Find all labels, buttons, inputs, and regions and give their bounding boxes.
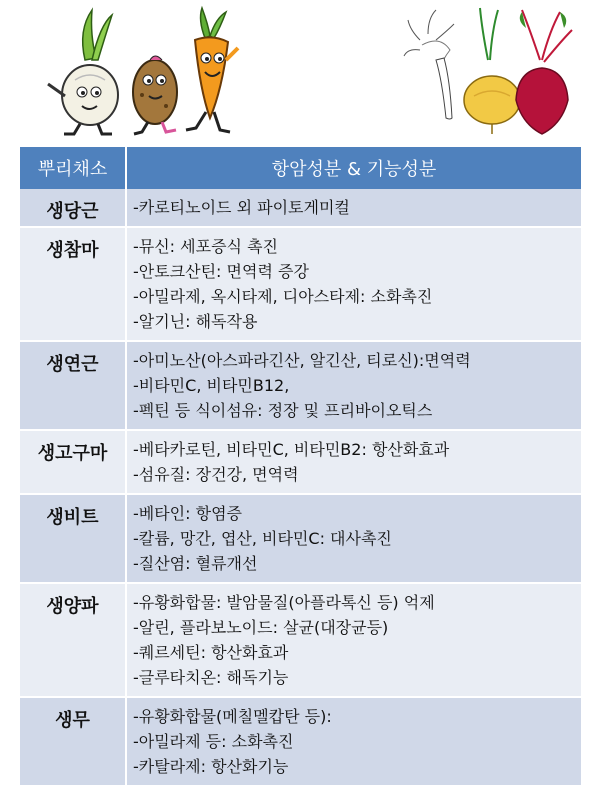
component-line: -칼륨, 망간, 엽산, 비타민C: 대사촉진	[133, 529, 392, 548]
onion-icon	[464, 8, 520, 134]
table-row	[20, 189, 581, 227]
component-list	[126, 430, 581, 494]
component-line: -섬유질: 장건강, 면역력	[133, 465, 299, 484]
component-list	[126, 227, 581, 341]
component-list	[126, 697, 581, 786]
table-row	[20, 227, 581, 341]
component-line: -비타민C, 비타민B12,	[133, 376, 290, 395]
table-row	[20, 341, 581, 430]
onion-character-icon	[48, 10, 118, 134]
vegetable-name: 생비트	[20, 494, 126, 583]
table-header	[20, 147, 581, 189]
header-vegetable: 뿌리채소	[20, 147, 126, 189]
component-line: -퀘르세틴: 항산화효과	[133, 643, 289, 662]
beet-icon	[516, 10, 572, 134]
component-line: -글루타치온: 해독기능	[133, 668, 289, 687]
vegetable-name: 생참마	[20, 227, 126, 341]
root-vegetable-table	[20, 147, 581, 787]
component-line: -안토크산틴: 면역력 증강	[133, 262, 309, 281]
component-line: -유황화합물: 발암물질(아플라톡신 등) 억제	[133, 593, 435, 612]
vegetable-name: 생무	[20, 697, 126, 786]
root-vegetables-illustration	[400, 0, 580, 140]
component-line: -알기닌: 해독작용	[133, 312, 258, 331]
component-line: -베타인: 항염증	[133, 504, 242, 523]
component-line: -베타카로틴, 비타민C, 비타민B2: 항산화효과	[133, 440, 450, 459]
vegetable-name: 생고구마	[20, 430, 126, 494]
vegetable-name: 생당근	[20, 189, 126, 227]
cartoon-vegetables-illustration	[30, 0, 240, 140]
carrot-character-icon	[186, 8, 238, 132]
component-line: -아밀라제, 옥시타제, 디아스타제: 소화촉진	[133, 287, 433, 306]
component-list	[126, 341, 581, 430]
component-list	[126, 189, 581, 227]
component-line: -카로티노이드 외 파이토게미컬	[133, 198, 350, 217]
vegetable-name: 생연근	[20, 341, 126, 430]
component-line: -아밀라제 등: 소화촉진	[133, 732, 294, 751]
header-components: 항암성분 & 기능성분	[126, 147, 581, 189]
table-row	[20, 430, 581, 494]
component-line: -알린, 플라보노이드: 살균(대장균등)	[133, 618, 389, 637]
component-line: -펙틴 등 식이섬유: 정장 및 프리바이오틱스	[133, 401, 433, 420]
table-row	[20, 494, 581, 583]
component-line: -카탈라제: 항산화기능	[133, 757, 289, 776]
component-line: -아미노산(아스파라긴산, 알긴산, 티로신):면역력	[133, 351, 471, 370]
component-line: -뮤신: 세포증식 촉진	[133, 237, 278, 256]
component-list	[126, 494, 581, 583]
potato-character-icon	[133, 56, 177, 134]
table-row	[20, 697, 581, 786]
carrot-sketch-icon	[404, 10, 454, 119]
component-list	[126, 583, 581, 697]
component-line: -유황화합물(메칠멜캅탄 등):	[133, 707, 332, 726]
table-row	[20, 583, 581, 697]
vegetable-name: 생양파	[20, 583, 126, 697]
component-line: -질산염: 혈류개선	[133, 554, 258, 573]
